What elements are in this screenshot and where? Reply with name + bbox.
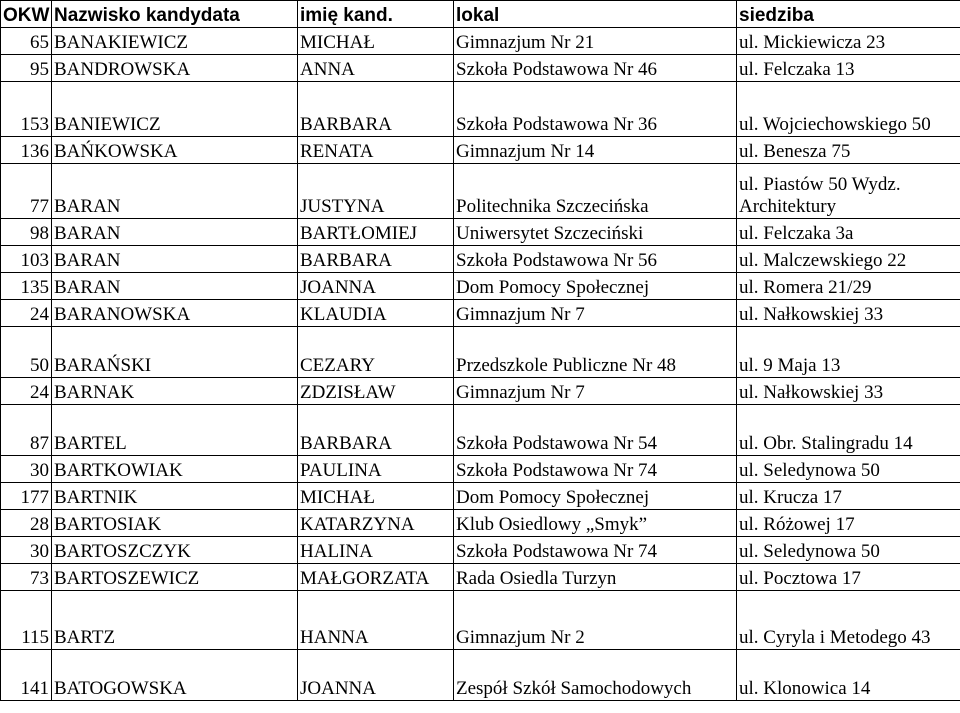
address-cell: ul. Mickiewicza 23 [737,28,960,55]
surname-cell: BARTZ [52,591,298,650]
table-row [1,137,960,164]
surname-cell: BARTEL [52,405,298,456]
venue-cell: Przedszkole Publiczne Nr 48 [454,327,737,378]
address-cell: ul. Seledynowa 50 [737,456,960,483]
table-row [1,483,960,510]
venue-cell: Szkoła Podstawowa Nr 74 [454,456,737,483]
first-name-cell: JOANNA [298,650,454,701]
okw-cell: 77 [1,164,52,219]
okw-cell: 103 [1,246,52,273]
okw-cell: 30 [1,456,52,483]
surname-cell: BARTOSZEWICZ [52,564,298,591]
address-cell: ul. Krucza 17 [737,483,960,510]
surname-cell: BARAŃSKI [52,327,298,378]
table-row [1,246,960,273]
header-okw: OKW [1,1,52,28]
first-name-cell: RENATA [298,137,454,164]
table-row [1,273,960,300]
first-name-cell: MICHAŁ [298,28,454,55]
address-cell: ul. Wojciechowskiego 50 [737,82,960,137]
header-row [1,1,960,28]
venue-cell: Rada Osiedla Turzyn [454,564,737,591]
address-cell: ul. Felczaka 13 [737,55,960,82]
table-row [1,164,960,219]
okw-cell: 73 [1,564,52,591]
address-cell: ul. Cyryla i Metodego 43 [737,591,960,650]
table-row [1,55,960,82]
first-name-cell: HANNA [298,591,454,650]
header-address: siedziba [737,1,960,28]
surname-cell: BANAKIEWICZ [52,28,298,55]
address-cell: ul. Piastów 50 Wydz. Architektury [737,164,960,219]
first-name-cell: BARTŁOMIEJ [298,219,454,246]
venue-cell: Szkoła Podstawowa Nr 56 [454,246,737,273]
table-row [1,591,960,650]
header-venue: lokal [454,1,737,28]
okw-cell: 98 [1,219,52,246]
venue-cell: Dom Pomocy Społecznej [454,483,737,510]
table-row [1,378,960,405]
first-name-cell: BARBARA [298,82,454,137]
surname-cell: BARTKOWIAK [52,456,298,483]
surname-cell: BARTNIK [52,483,298,510]
table-row [1,537,960,564]
surname-cell: BAŃKOWSKA [52,137,298,164]
first-name-cell: JUSTYNA [298,164,454,219]
first-name-cell: JOANNA [298,273,454,300]
okw-cell: 141 [1,650,52,701]
address-cell: ul. Benesza 75 [737,137,960,164]
okw-cell: 177 [1,483,52,510]
venue-cell: Uniwersytet Szczeciński [454,219,737,246]
table-row [1,327,960,378]
venue-cell: Szkoła Podstawowa Nr 54 [454,405,737,456]
first-name-cell: BARBARA [298,246,454,273]
first-name-cell: BARBARA [298,405,454,456]
okw-cell: 65 [1,28,52,55]
venue-cell: Politechnika Szczecińska [454,164,737,219]
venue-cell: Szkoła Podstawowa Nr 36 [454,82,737,137]
okw-cell: 28 [1,510,52,537]
venue-cell: Zespół Szkół Samochodowych [454,650,737,701]
venue-cell: Gimnazjum Nr 2 [454,591,737,650]
first-name-cell: PAULINA [298,456,454,483]
first-name-cell: KATARZYNA [298,510,454,537]
surname-cell: BARAN [52,246,298,273]
surname-cell: BARTOSIAK [52,510,298,537]
table-row [1,510,960,537]
table-row [1,405,960,456]
first-name-cell: ZDZISŁAW [298,378,454,405]
surname-cell: BANIEWICZ [52,82,298,137]
venue-cell: Dom Pomocy Społecznej [454,273,737,300]
address-cell: ul. Pocztowa 17 [737,564,960,591]
venue-cell: Szkoła Podstawowa Nr 74 [454,537,737,564]
first-name-cell: CEZARY [298,327,454,378]
surname-cell: BARAN [52,219,298,246]
address-cell: ul. Nałkowskiej 33 [737,378,960,405]
table-body [1,28,960,701]
venue-cell: Gimnazjum Nr 14 [454,137,737,164]
first-name-cell: KLAUDIA [298,300,454,327]
surname-cell: BARAN [52,164,298,219]
table-row [1,219,960,246]
okw-cell: 30 [1,537,52,564]
surname-cell: BARNAK [52,378,298,405]
venue-cell: Szkoła Podstawowa Nr 46 [454,55,737,82]
okw-cell: 95 [1,55,52,82]
okw-cell: 24 [1,378,52,405]
venue-cell: Gimnazjum Nr 21 [454,28,737,55]
okw-cell: 87 [1,405,52,456]
okw-cell: 24 [1,300,52,327]
address-cell: ul. Felczaka 3a [737,219,960,246]
venue-cell: Gimnazjum Nr 7 [454,378,737,405]
surname-cell: BARTOSZCZYK [52,537,298,564]
address-cell: ul. Nałkowskiej 33 [737,300,960,327]
address-cell: ul. Seledynowa 50 [737,537,960,564]
first-name-cell: MAŁGORZATA [298,564,454,591]
header-first-name: imię kand. [298,1,454,28]
venue-cell: Klub Osiedlowy „Smyk” [454,510,737,537]
okw-cell: 115 [1,591,52,650]
address-cell: ul. Różowej 17 [737,510,960,537]
first-name-cell: ANNA [298,55,454,82]
first-name-cell: MICHAŁ [298,483,454,510]
table-row [1,300,960,327]
address-cell: ul. Obr. Stalingradu 14 [737,405,960,456]
table-row [1,564,960,591]
surname-cell: BARAN [52,273,298,300]
surname-cell: BATOGOWSKA [52,650,298,701]
table-row [1,28,960,55]
first-name-cell: HALINA [298,537,454,564]
okw-cell: 153 [1,82,52,137]
venue-cell: Gimnazjum Nr 7 [454,300,737,327]
header-surname: Nazwisko kandydata [52,1,298,28]
table-row [1,650,960,701]
surname-cell: BARANOWSKA [52,300,298,327]
address-cell: ul. Klonowica 14 [737,650,960,701]
address-cell: ul. Romera 21/29 [737,273,960,300]
okw-cell: 136 [1,137,52,164]
address-cell: ul. Malczewskiego 22 [737,246,960,273]
surname-cell: BANDROWSKA [52,55,298,82]
table-row [1,82,960,137]
table-row [1,456,960,483]
address-cell: ul. 9 Maja 13 [737,327,960,378]
okw-cell: 135 [1,273,52,300]
okw-cell: 50 [1,327,52,378]
